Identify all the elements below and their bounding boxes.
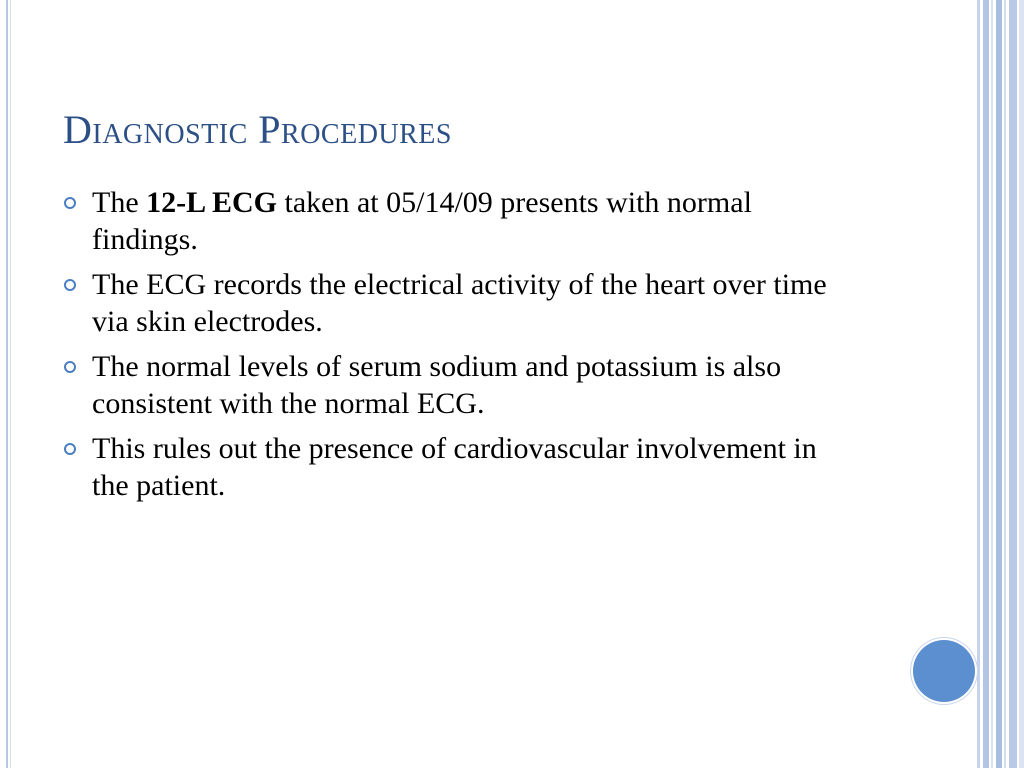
bullet-circle-icon xyxy=(64,443,76,455)
bullet-list xyxy=(62,184,852,512)
bullet-circle-icon xyxy=(64,361,76,373)
slide-title: Diagnostic Procedures xyxy=(63,107,452,152)
right-border-stripe xyxy=(983,0,989,768)
bullet-text-part: This rules out the presence of cardiovascular involvement in the patient. xyxy=(92,432,817,502)
decorative-circle-icon xyxy=(913,640,975,702)
left-border-line xyxy=(6,0,8,768)
left-border-line-inner xyxy=(10,0,11,768)
right-border-stripe xyxy=(996,0,1002,768)
bullet-item xyxy=(62,430,852,504)
bullet-circle-icon xyxy=(64,279,76,291)
bullet-item xyxy=(62,348,852,422)
right-border-stripe xyxy=(991,0,993,768)
bullet-text-part: The normal levels of serum sodium and potassium is also consistent with the normal ECG. xyxy=(92,350,782,420)
right-border-stripe xyxy=(1019,0,1024,768)
right-border-stripe xyxy=(977,0,980,768)
right-border-stripe xyxy=(1004,0,1006,768)
bullet-circle-icon xyxy=(64,197,76,209)
right-border-stripe xyxy=(1009,0,1017,768)
bullet-item xyxy=(62,266,852,340)
bullet-item xyxy=(62,184,852,258)
bullet-text-part: taken at 05/14/09 presents with normal findings. xyxy=(92,186,752,256)
bullet-text-part: The ECG records the electrical activity of the heart over time via skin electrodes. xyxy=(92,268,827,338)
bullet-text-bold: 12-L ECG xyxy=(146,186,277,219)
bullet-text-part: The xyxy=(92,186,147,219)
